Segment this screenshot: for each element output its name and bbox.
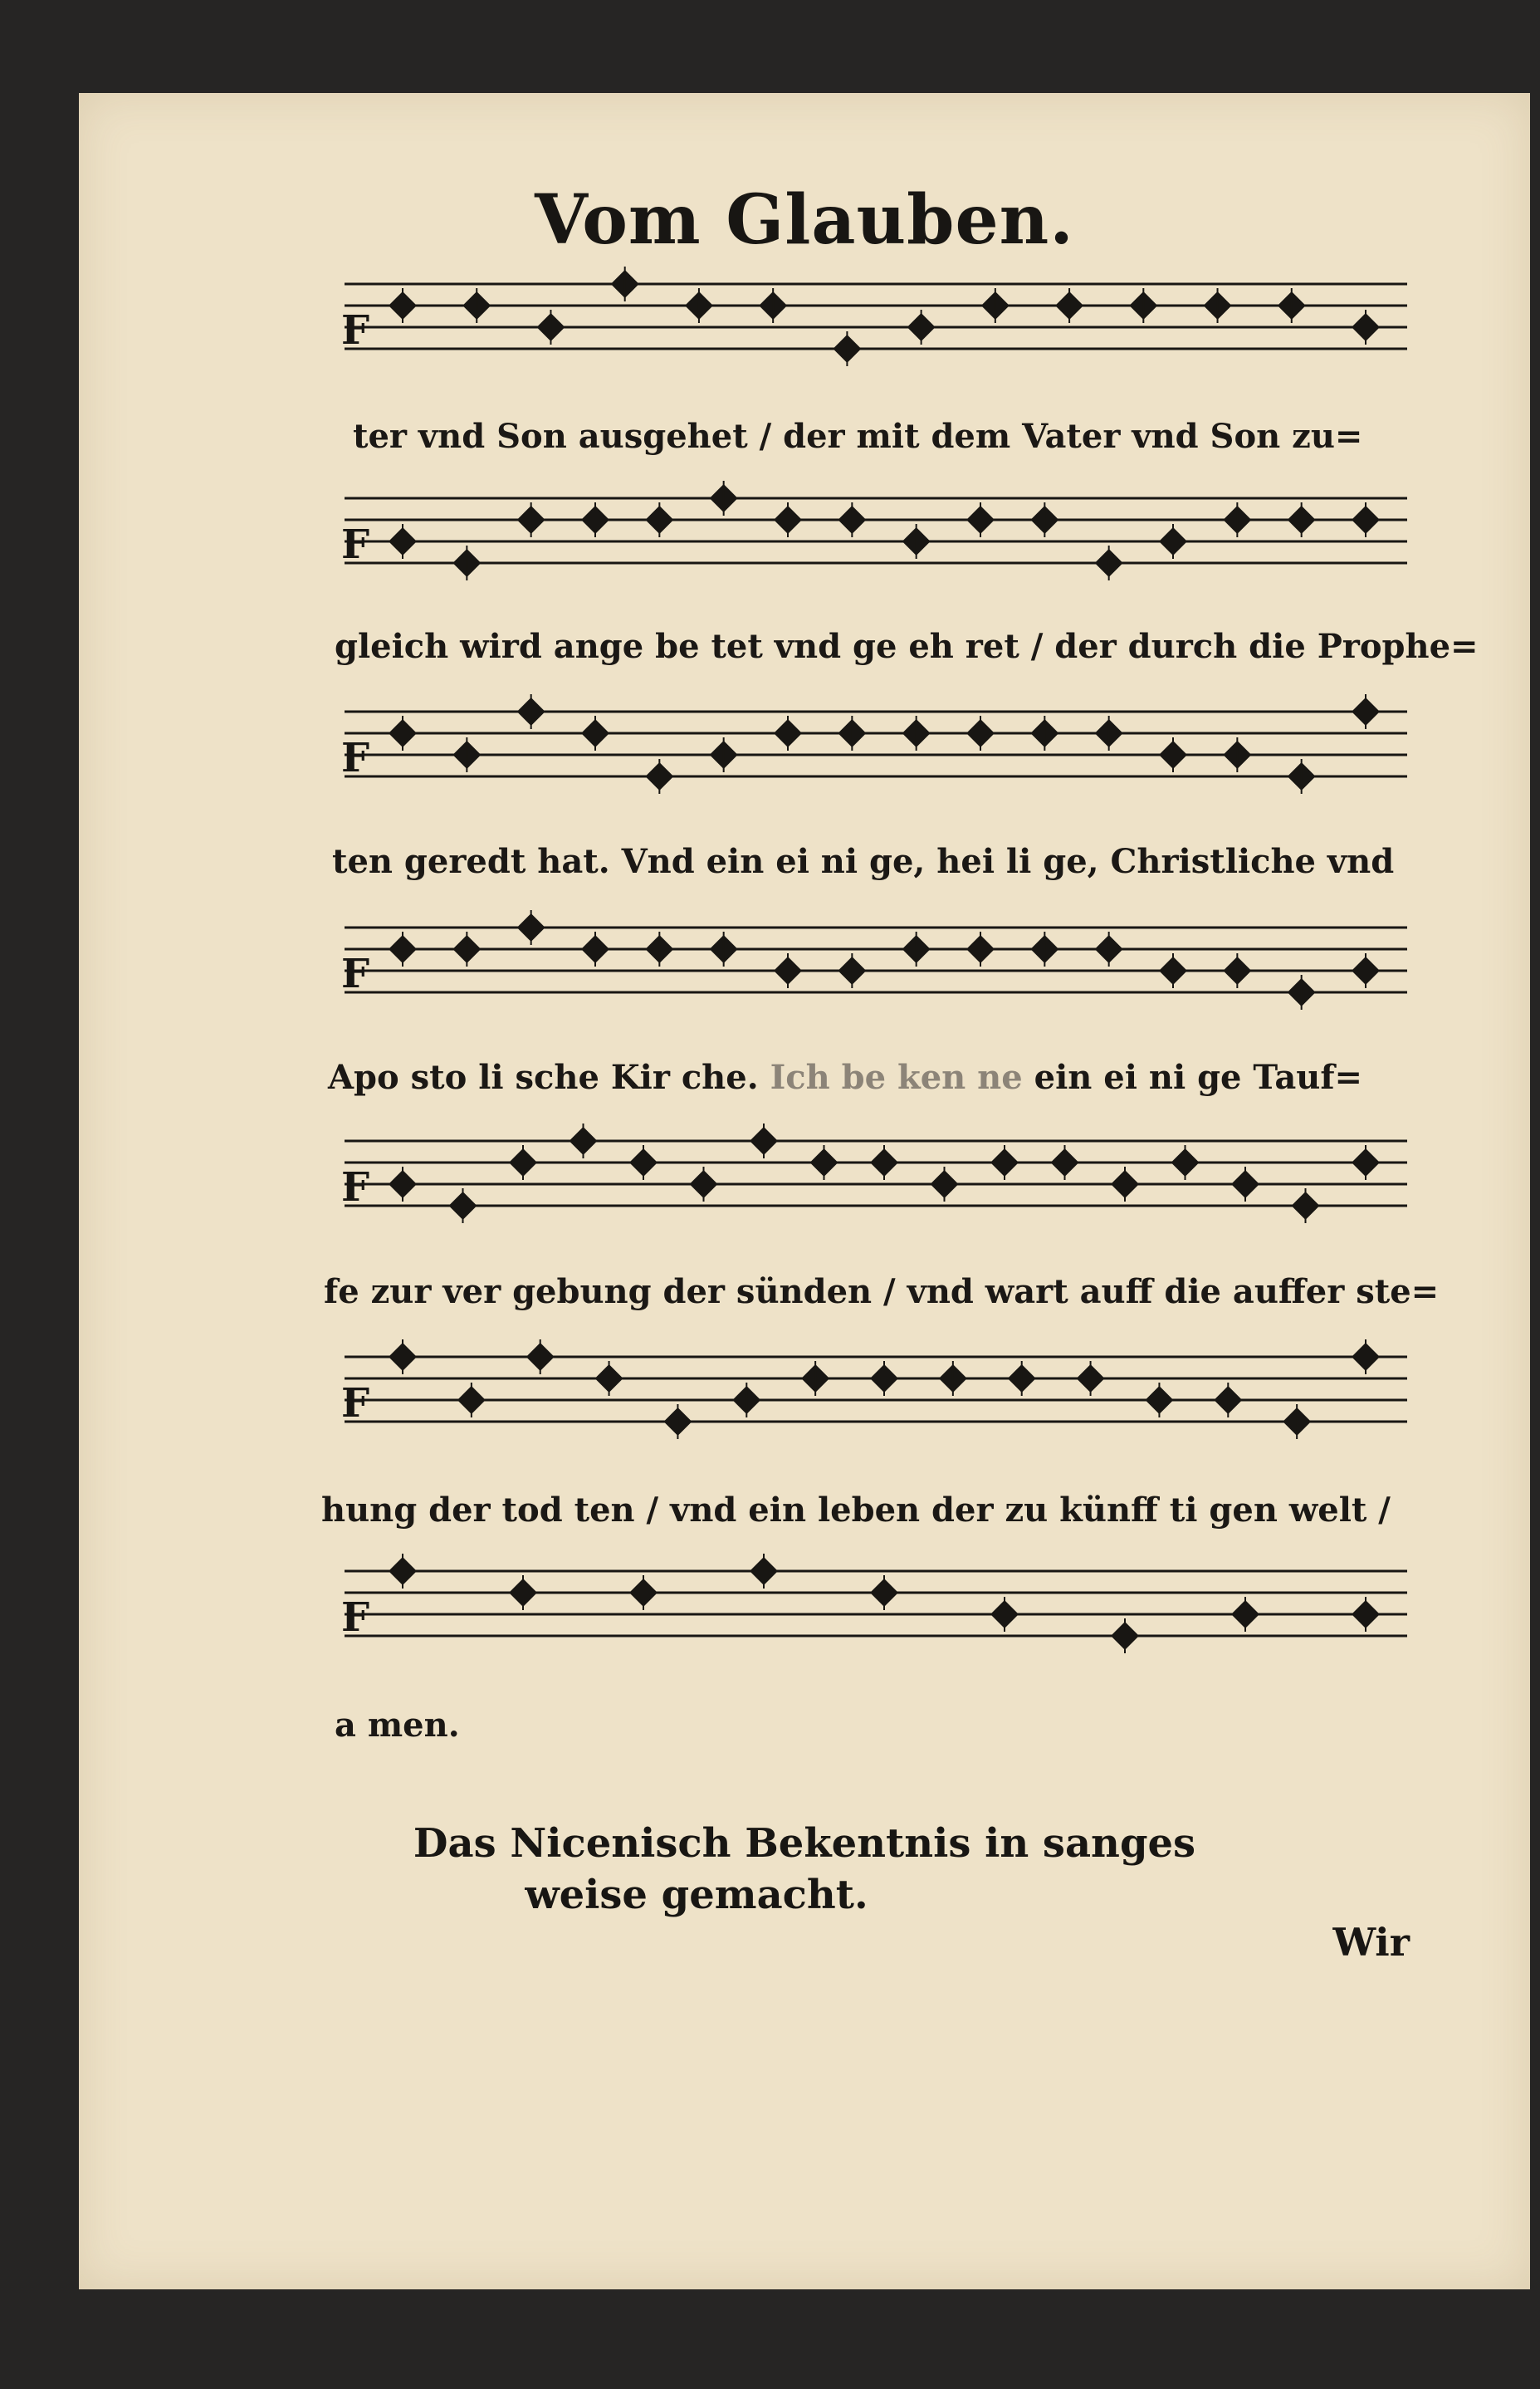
section-heading-line-1: Das Nicenisch Bekentnis in sanges <box>413 1820 1196 1867</box>
staff-system <box>341 1124 1407 1223</box>
lyric-line-7: a men. <box>335 1706 460 1745</box>
staff-system <box>341 481 1407 580</box>
f-clef: F <box>341 1380 370 1427</box>
lyric-line-6: hung der tod ten / vnd ein leben der zu künff ti gen welt / <box>321 1491 1391 1530</box>
lyric-line-4-faded: Ich be ken ne <box>770 1058 1023 1097</box>
book-page <box>79 93 1530 2289</box>
f-clef: F <box>341 951 370 997</box>
f-clef: F <box>341 521 370 568</box>
section-heading <box>79 1820 1530 1918</box>
f-clef: F <box>341 1594 370 1641</box>
lyric-line-4-main: Apo sto li sche Kir che. <box>328 1058 759 1097</box>
f-clef: F <box>341 735 370 781</box>
lyric-line-4-end: ein ei ni ge Tauf= <box>1034 1058 1363 1097</box>
page-title: Vom Glauben. <box>535 180 1074 260</box>
staff-system <box>341 1339 1407 1439</box>
catchword: Wir <box>1332 1920 1410 1965</box>
lyric-line-4 <box>328 1058 1362 1097</box>
staff-system <box>341 267 1407 366</box>
staff-system <box>341 1554 1407 1653</box>
lyric-line-3: ten geredt hat. Vnd ein ei ni ge, hei li ge, Christliche vnd <box>332 842 1395 881</box>
section-heading-line-2: weise gemacht. <box>525 1872 868 1918</box>
lyric-line-5: fe zur ver gebung der sünden / vnd wart auff die auffer ste= <box>324 1272 1440 1311</box>
f-clef: F <box>341 307 370 354</box>
f-clef: F <box>341 1164 370 1211</box>
lyric-line-2: gleich wird ange be tet vnd ge eh ret / der durch die Prophe= <box>335 627 1479 666</box>
staff-system <box>341 910 1407 1010</box>
staff-system <box>341 694 1407 794</box>
lyric-line-1: ter vnd Son ausgehet / der mit dem Vater vnd Son zu= <box>353 417 1363 456</box>
